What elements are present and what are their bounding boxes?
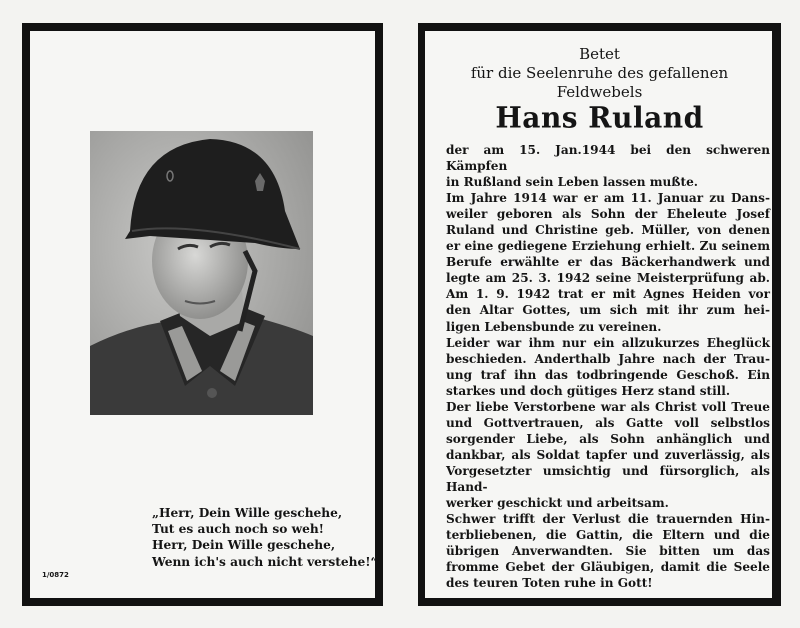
- heading-line: Betet: [579, 45, 620, 63]
- obituary-line: sorgender Liebe, als Sohn anhänglich und: [446, 431, 770, 446]
- border-top: [418, 23, 781, 31]
- obituary-line: in Rußland sein Leben lassen mußte.: [446, 175, 698, 190]
- obituary-line: Ruland und Christine geb. Müller, von denen: [446, 223, 770, 238]
- obituary-line: ung traf ihn das todbringende Geschoß. Ein: [446, 367, 770, 382]
- obituary-line: dankbar, als Soldat tapfer und zuverlässig, als: [446, 447, 770, 462]
- obituary-line: der am 15. Jan.1944 bei den schweren Kämpfen: [446, 143, 770, 174]
- verse-line: Herr, Dein Wille geschehe,: [152, 538, 336, 553]
- obituary-line: terbliebenen, die Gattin, die Eltern und die: [446, 528, 770, 543]
- obituary-line: ligen Lebensbunde zu vereinen.: [446, 319, 662, 334]
- deceased-name: Hans Ruland: [495, 100, 704, 135]
- border-left: [22, 23, 30, 606]
- obituary-line: Berufe erwählte er das Bäckerhandwerk und: [446, 255, 770, 270]
- border-bottom: [22, 598, 383, 606]
- obituary-line: werker geschickt und arbeitsam.: [446, 496, 669, 511]
- soldier-portrait-image: [90, 131, 313, 415]
- verse-line: Wenn ich's auch nicht verstehe!“: [152, 554, 378, 569]
- verse-line: Tut es auch noch so weh!: [152, 522, 325, 537]
- photo-card: [22, 23, 383, 606]
- border-bottom: [418, 598, 781, 606]
- obituary-text: [446, 142, 770, 591]
- obituary-line: Vorgesetzter umsichtig und fürsorglich, als Hand-: [446, 463, 770, 494]
- text-card: [418, 23, 781, 606]
- obituary-line: fromme Gebet der Gläubigen, damit die Seele: [446, 560, 770, 575]
- obituary-line: des teuren Toten ruhe in Gott!: [446, 576, 653, 591]
- obituary-line: den Altar Gottes, um sich mit ihr zum hei-: [446, 303, 770, 318]
- border-top: [22, 23, 383, 31]
- heading-line: für die Seelenruhe des gefallenen: [470, 64, 729, 82]
- obituary-line: Der liebe Verstorbene war als Christ voll Treue: [446, 399, 770, 414]
- print-code: 1/0872: [42, 571, 69, 579]
- obituary-line: Schwer trifft der Verlust die trauernden Hin-: [446, 512, 770, 527]
- heading-line: Feldwebels: [556, 83, 643, 101]
- obituary-line: starkes und doch gütiges Herz stand still.: [446, 383, 731, 398]
- obituary-line: Am 1. 9. 1942 trat er mit Agnes Heiden vor: [446, 287, 770, 302]
- prayer-verse: [152, 505, 378, 570]
- obituary-line: beschieden. Anderthalb Jahre nach der Trau-: [446, 351, 770, 366]
- obituary-line: Im Jahre 1914 war er am 11. Januar zu Dans-: [446, 191, 770, 206]
- obituary-line: legte am 25. 3. 1942 seine Meisterprüfung ab.: [446, 271, 770, 286]
- obituary-line: Leider war ihm nur ein allzukurzes Eheglück: [446, 335, 770, 350]
- obituary-line: und Gottvertrauen, als Gatte voll selbstlos: [446, 415, 770, 430]
- obituary-line: weiler geboren als Sohn der Eheleute Josef: [446, 207, 770, 222]
- verse-line: „Herr, Dein Wille geschehe,: [152, 506, 343, 520]
- prayer-heading: [418, 45, 781, 102]
- obituary-line: er eine gediegene Erziehung erhielt. Zu seinem: [446, 239, 770, 254]
- obituary-line: übrigen Anverwandten. Sie bitten um das: [446, 544, 770, 559]
- portrait-photo: [90, 131, 313, 415]
